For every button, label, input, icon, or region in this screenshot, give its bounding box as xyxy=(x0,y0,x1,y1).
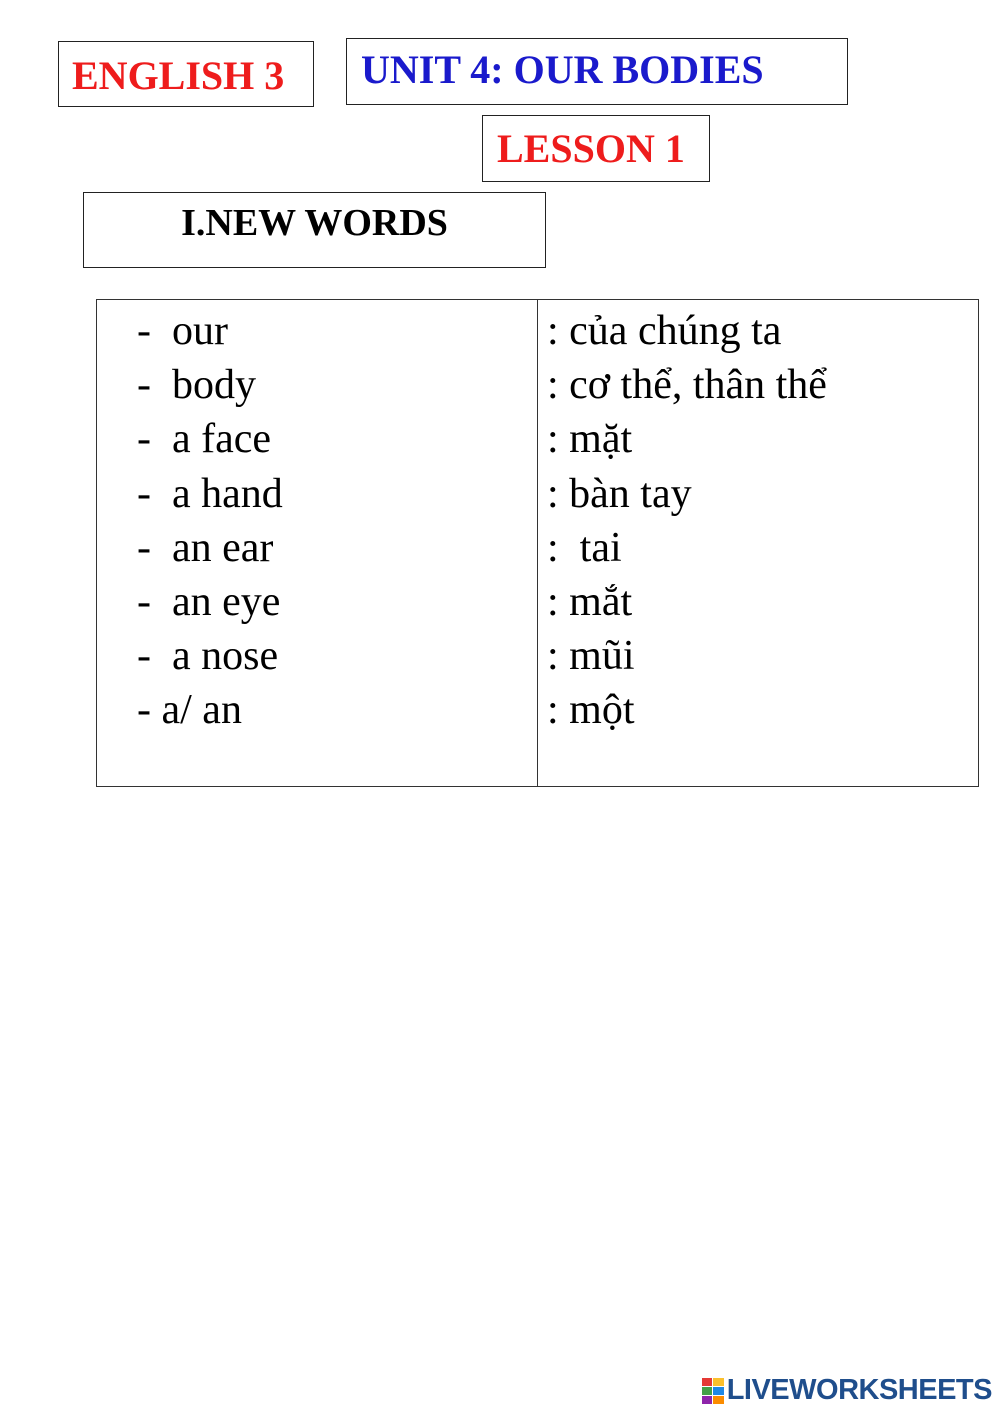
vietnamese-meaning: : bàn tay xyxy=(547,470,692,517)
logo-mark-cell xyxy=(702,1396,713,1404)
unit-box xyxy=(346,38,848,105)
brand-name: LIVEWORKSHEETS xyxy=(726,1374,992,1406)
logo-mark-cell xyxy=(713,1396,724,1404)
lesson-box xyxy=(482,115,710,182)
vietnamese-meaning: : mũi xyxy=(547,633,635,680)
vietnamese-meaning: : của chúng ta xyxy=(547,308,782,354)
english-word: - an ear xyxy=(137,524,274,571)
english-word: - a face xyxy=(137,416,272,463)
lesson-title: LESSON 1 xyxy=(497,126,685,171)
english-column xyxy=(137,304,283,738)
liveworksheets-logo-icon xyxy=(702,1378,724,1404)
english-word: - a hand xyxy=(137,470,283,517)
vietnamese-meaning: : một xyxy=(547,687,635,734)
vietnamese-meaning: : tai xyxy=(547,524,622,571)
vietnamese-meaning: : mặt xyxy=(547,416,633,463)
english-word: - body xyxy=(137,362,256,409)
logo-mark-cell xyxy=(713,1378,724,1386)
logo-mark-cell xyxy=(702,1378,713,1386)
logo-mark-cell xyxy=(713,1387,724,1395)
subject-box xyxy=(58,41,314,107)
section-heading-box xyxy=(83,192,546,268)
unit-title: UNIT 4: OUR BODIES xyxy=(361,47,764,92)
english-word: - a/ an xyxy=(137,687,242,734)
vocabulary-table xyxy=(96,299,979,787)
logo-mark-cell xyxy=(702,1387,713,1395)
vietnamese-meaning: : cơ thể, thân thể xyxy=(547,362,827,409)
vietnamese-meaning: : mắt xyxy=(547,578,633,625)
english-word: - an eye xyxy=(137,578,281,625)
vietnamese-column xyxy=(547,304,827,738)
english-word: - our xyxy=(137,308,228,354)
liveworksheets-logo[interactable] xyxy=(702,1374,992,1407)
english-word: - a nose xyxy=(137,633,279,680)
subject-title: ENGLISH 3 xyxy=(72,53,285,98)
section-heading: I.NEW WORDS xyxy=(181,202,448,244)
column-divider xyxy=(537,300,538,786)
